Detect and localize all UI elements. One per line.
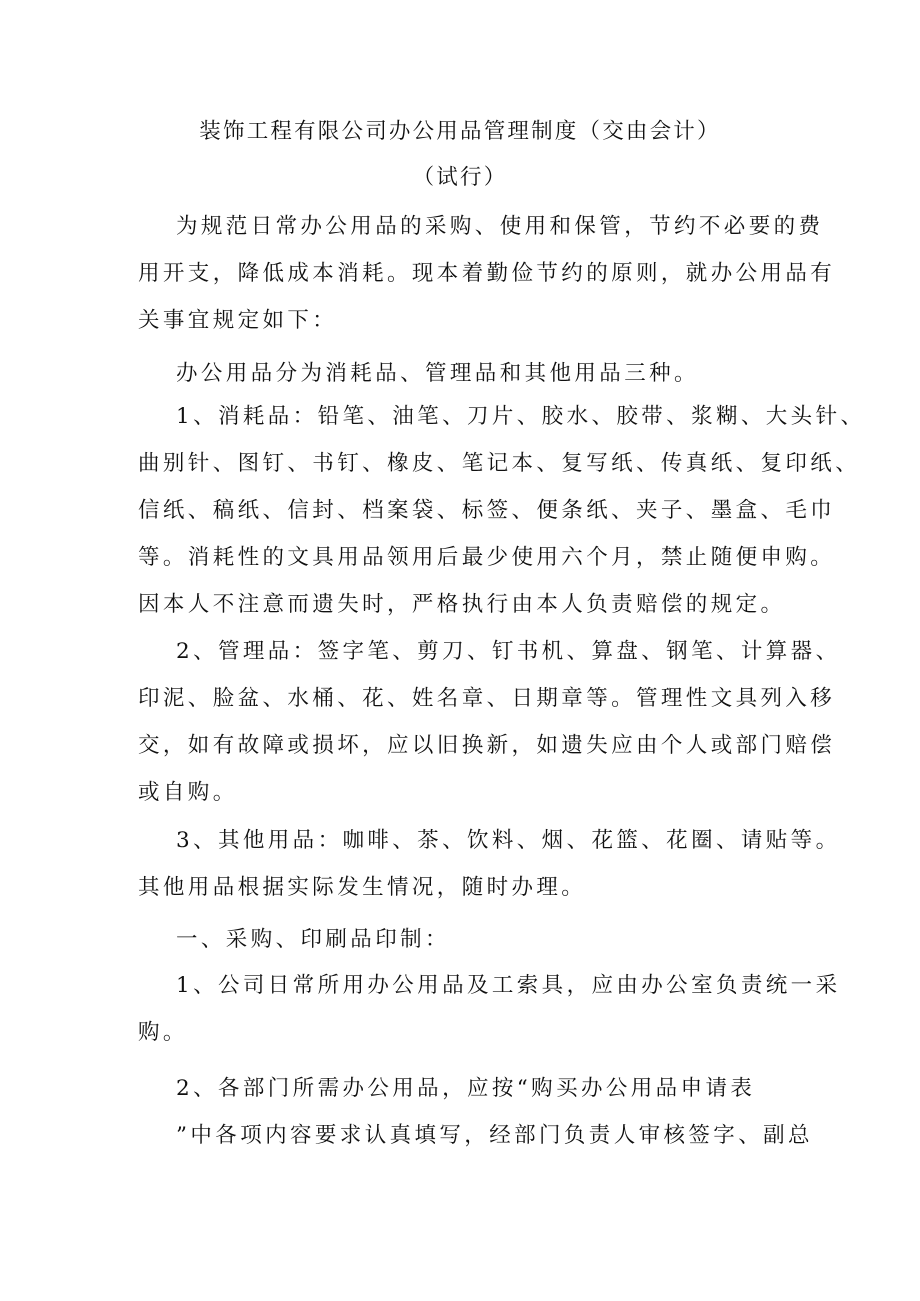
paragraph-line: 交，如有故障或损坏，应以旧换新，如遗失应由个人或部门赔偿 bbox=[138, 733, 836, 758]
paragraph-line: 信纸、稿纸、信封、档案袋、标签、便条纸、夹子、墨盒、毛巾 bbox=[138, 498, 836, 523]
paragraph-line: 1、消耗品：铅笔、油笔、刀片、胶水、胶带、浆糊、大头针、 bbox=[176, 404, 866, 429]
paragraph-line: 等。消耗性的文具用品领用后最少使用六个月，禁止随便申购。 bbox=[138, 545, 836, 570]
paragraph-line: 2、各部门所需办公用品，应按“购买办公用品申请表 bbox=[176, 1076, 756, 1101]
paragraph-line: 购。 bbox=[138, 1020, 188, 1045]
document-title: 装饰工程有限公司办公用品管理制度（交由会计） bbox=[199, 119, 721, 144]
paragraph-line: 其他用品根据实际发生情况，随时办理。 bbox=[138, 875, 587, 900]
document-subtitle: （试行） bbox=[412, 165, 508, 190]
paragraph-line: 2、管理品：签字笔、剪刀、钉书机、算盘、钢笔、计算器、 bbox=[176, 639, 841, 664]
paragraph-line: 3、其他用品：咖啡、茶、饮料、烟、花篮、花圈、请贴等。 bbox=[176, 828, 841, 853]
paragraph-line: ”中各项内容要求认真填写，经部门负责人审核签字、副总 bbox=[176, 1123, 813, 1148]
paragraph-line: 关事宜规定如下： bbox=[138, 308, 338, 333]
paragraph-line: 1、公司日常所用办公用品及工索具，应由办公室负责统一采 bbox=[176, 973, 841, 998]
paragraph-line: 因本人不注意而遗失时，严格执行由本人负责赔偿的规定。 bbox=[138, 592, 786, 617]
paragraph-line: 曲别针、图钉、书钉、橡皮、笔记本、复写纸、传真纸、复印纸、 bbox=[138, 451, 861, 476]
section-heading: 一、采购、印刷品印制： bbox=[176, 927, 450, 952]
paragraph-line: 用开支，降低成本消耗。现本着勤俭节约的原则，就办公用品有 bbox=[138, 261, 836, 286]
paragraph-line: 或自购。 bbox=[138, 780, 238, 805]
paragraph-line: 为规范日常办公用品的采购、使用和保管，节约不必要的费 bbox=[176, 214, 824, 239]
paragraph-line: 办公用品分为消耗品、管理品和其他用品三种。 bbox=[176, 361, 699, 386]
paragraph-line: 印泥、脸盆、水桶、花、姓名章、日期章等。管理性文具列入移 bbox=[138, 686, 836, 711]
